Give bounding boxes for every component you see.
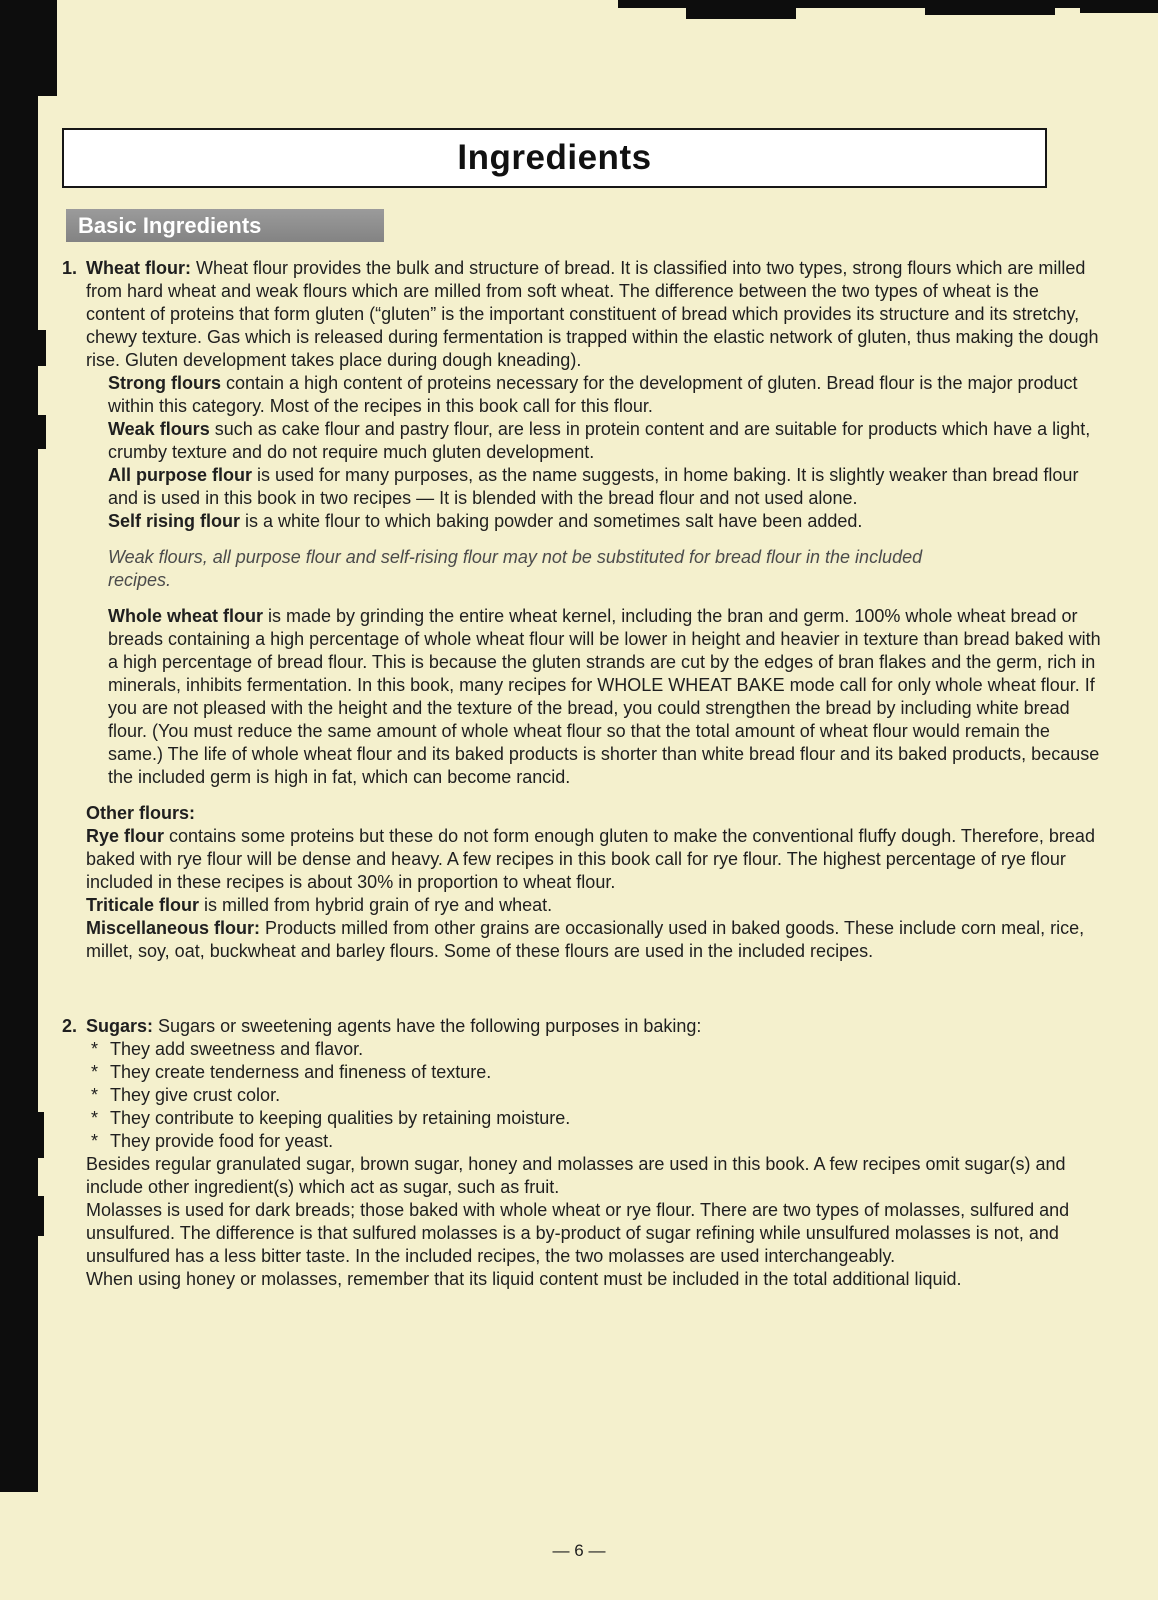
scan-edge-left xyxy=(0,0,38,1492)
paragraph-substitution-note: Weak flours, all purpose flour and self-rising flour may not be substituted for bread flour in the included recipes. xyxy=(108,547,923,590)
scan-edge-top xyxy=(925,0,1055,15)
paragraph-lead: Wheat flour: xyxy=(86,258,196,278)
list-item-wheat-flour xyxy=(62,257,1102,963)
paragraph-triticale-flour xyxy=(86,894,1102,917)
paragraph-self-rising-flour xyxy=(108,510,1102,533)
paragraph-whole-wheat-flour xyxy=(108,605,1102,789)
scan-edge-mark xyxy=(0,415,46,449)
bullet-marker: * xyxy=(91,1108,99,1128)
paragraph-text: Wheat flour provides the bulk and structure of bread. It is classified into two types, strong flours which are milled from hard wheat and weak flours which are milled from soft wheat. The difference between the two types of wheat is the content of proteins that form gluten (“gluten” is the important constituent of bread which provides its structure and its stretchy, chewy texture. Gas which is released during fermentation is trapped within the elastic network of gluten, thus making the dough rise. Gluten development takes place during dough kneading). xyxy=(86,258,1099,370)
page-title: Ingredients xyxy=(457,138,652,177)
body-text xyxy=(62,257,1102,1291)
paragraph-text: is made by grinding the entire wheat kernel, including the bran and germ. 100% whole wheat bread or breads containing a high percentage of whole wheat flour will be lower in height and heavier in texture than bread baked with a high percentage of bread flour. This is because the gluten strands are cut by the edges of bran flakes and the germ, rich in minerals, inhibits fermentation. In this book, many recipes for WHOLE WHEAT BAKE mode call for only whole wheat flour. If you are not pleased with the height and the texture of the bread, you could strengthen the bread by including white bread flour. (You must reduce the same amount of whole wheat flour so that the total amount of wheat flour would remain the same.) The life of whole wheat flour and its baked products is shorter than white bread flour and its baked products, because the included germ is high in fat, which can become rancid. xyxy=(108,606,1101,787)
section-header-bar xyxy=(66,209,384,242)
bullet-text: They give crust color. xyxy=(110,1085,281,1105)
paragraph-text: Sugars or sweetening agents have the following purposes in baking: xyxy=(158,1016,702,1036)
paragraph-text: is a white flour to which baking powder and sometimes salt have been added. xyxy=(240,511,863,531)
scan-edge-mark xyxy=(0,330,46,366)
bullet-item xyxy=(86,1038,1102,1061)
paragraph-honey-liquid: When using honey or molasses, remember that its liquid content must be included in the total additional liquid. xyxy=(86,1269,962,1289)
paragraph-lead: Triticale flour xyxy=(86,895,200,915)
paragraph-sugars-besides: Besides regular granulated sugar, brown sugar, honey and molasses are used in this book. A few recipes omit sugar(s) and include other ingredient(s) which act as sugar, such as fruit. xyxy=(86,1154,1066,1197)
paragraph-miscellaneous-flour xyxy=(86,917,1102,963)
section-header-label: Basic Ingredients xyxy=(78,213,262,238)
bullet-text: They provide food for yeast. xyxy=(110,1131,334,1151)
scan-edge-top xyxy=(1080,0,1158,13)
paragraph-text: contain a high content of proteins necessary for the development of gluten. Bread flour is the major product within this category. Most of the recipes in this book call for this flour. xyxy=(108,373,1078,416)
paragraph-molasses: Molasses is used for dark breads; those baked with whole wheat or rye flour. There are two types of molasses, sulfured and unsulfured. The difference is that sulfured molasses is a by-product of sugar refining while unsulfured molasses is not, and unsulfured has a less bitter taste. In the included recipes, the two molasses are used interchangeably. xyxy=(86,1200,1070,1266)
bullet-item xyxy=(86,1107,1102,1130)
bullet-item xyxy=(86,1130,1102,1153)
paragraph-lead: Sugars: xyxy=(86,1016,159,1036)
bullet-marker: * xyxy=(91,1131,99,1151)
paragraph-text: is milled from hybrid grain of rye and wheat. xyxy=(199,895,553,915)
bullet-marker: * xyxy=(91,1085,99,1105)
paragraph-lead: Self rising flour xyxy=(108,511,241,531)
paragraph-text: is used for many purposes, as the name suggests, in home baking. It is slightly weaker than bread flour and is used in this book in two recipes — It is blended with the bread flour and not used alone. xyxy=(108,465,1079,508)
paragraph-rye-flour xyxy=(86,825,1102,894)
paragraph-text: such as cake flour and pastry flour, are less in protein content and are suitable for products which have a light, crumby texture and do not require much gluten development. xyxy=(108,419,1091,462)
bullet-text: They contribute to keeping qualities by retaining moisture. xyxy=(110,1108,571,1128)
paragraph-lead: Strong flours xyxy=(108,373,221,393)
paragraph-weak-flours xyxy=(108,418,1102,464)
page-content xyxy=(62,128,1102,1291)
paragraph-lead: All purpose flour xyxy=(108,465,252,485)
item-body xyxy=(86,257,1102,963)
paragraph-strong-flours xyxy=(108,372,1102,418)
paragraph-sugars-intro xyxy=(86,1015,1102,1038)
paragraph-lead: Other flours: xyxy=(86,803,196,823)
item-body xyxy=(86,1015,1102,1291)
scan-edge-mark xyxy=(0,1112,44,1158)
paragraph-text: contains some proteins but these do not form enough gluten to make the conventional fluffy dough. Therefore, bread baked with rye flour will be dense and heavy. A few recipes in this book call for rye flour. The highest percentage of rye flour included in these recipes is about 30% in proportion to wheat flour. xyxy=(86,826,1095,892)
paragraph-wheat-flour-intro xyxy=(86,257,1102,372)
paragraph-lead: Whole wheat flour xyxy=(108,606,263,626)
paragraph-lead: Miscellaneous flour: xyxy=(86,918,261,938)
scan-edge-top xyxy=(686,0,796,19)
list-item-sugars xyxy=(62,1015,1102,1291)
paragraph-text: Products milled from other grains are occasionally used in baked goods. These include corn meal, rice, millet, soy, oat, buckwheat and barley flours. Some of these flours are used in the included recipes. xyxy=(86,918,1085,961)
page-title-box xyxy=(62,128,1047,188)
bullet-item xyxy=(86,1061,1102,1084)
bullet-text: They add sweetness and flavor. xyxy=(110,1039,364,1059)
item-number: 1. xyxy=(62,258,78,278)
paragraph-all-purpose-flour xyxy=(108,464,1102,510)
scan-edge-corner xyxy=(0,0,57,96)
scan-edge-mark xyxy=(0,1196,44,1236)
item-number: 2. xyxy=(62,1016,78,1036)
page-number: — 6 — xyxy=(552,1541,606,1560)
paragraph-lead: Rye flour xyxy=(86,826,165,846)
bullet-item xyxy=(86,1084,1102,1107)
bullet-marker: * xyxy=(91,1039,99,1059)
bullet-text: They create tenderness and fineness of texture. xyxy=(110,1062,492,1082)
paragraph-lead: Weak flours xyxy=(108,419,210,439)
heading-other-flours xyxy=(86,802,1102,825)
bullet-marker: * xyxy=(91,1062,99,1082)
